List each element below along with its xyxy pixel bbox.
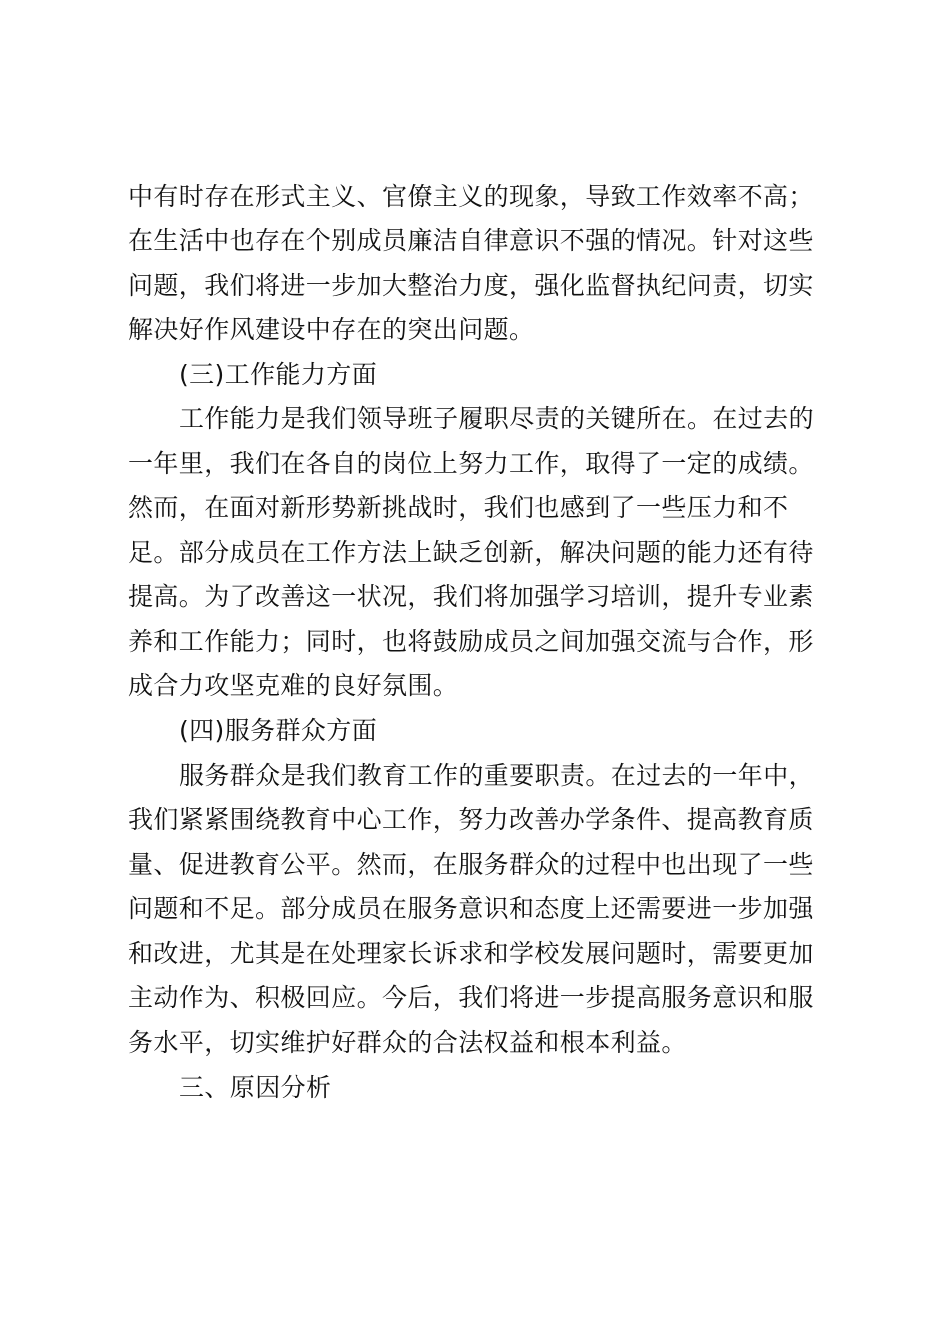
body-text-line: 问题，我们将进一步加大整治力度，强化监督执纪问责，切实 <box>128 271 814 300</box>
body-text-line: 我们紧紧围绕教育中心工作，努力改善办学条件、提高教育质 <box>128 805 814 834</box>
body-text-line: 成合力攻坚克难的良好氛围。 <box>128 671 459 700</box>
body-text-line: 提高。为了改善这一状况，我们将加强学习培训，提升专业素 <box>128 582 814 611</box>
body-text-line: 在生活中也存在个别成员廉洁自律意识不强的情况。针对这些 <box>128 226 814 255</box>
body-text-line: 然而，在面对新形势新挑战时，我们也感到了一些压力和不 <box>128 493 789 522</box>
body-text-line: 和改进，尤其是在处理家长诉求和学校发展问题时，需要更加 <box>128 939 814 968</box>
section-heading-serving-masses: (四)服务群众方面 <box>179 716 378 745</box>
body-text-line: 足。部分成员在工作方法上缺乏创新，解决问题的能力还有待 <box>128 538 814 567</box>
body-text-line: 工作能力是我们领导班子履职尽责的关键所在。在过去的 <box>179 404 815 433</box>
body-text-line: 中有时存在形式主义、官僚主义的现象，导致工作效率不高； <box>128 182 814 211</box>
body-text-line: 量、促进教育公平。然而，在服务群众的过程中也出现了一些 <box>128 850 814 879</box>
body-text-line: 服务群众是我们教育工作的重要职责。在过去的一年中， <box>179 761 815 790</box>
section-heading-cause-analysis: 三、原因分析 <box>179 1073 332 1102</box>
body-text-line: 主动作为、积极回应。今后，我们将进一步提高服务意识和服 <box>128 983 814 1012</box>
body-text-line: 一年里，我们在各自的岗位上努力工作，取得了一定的成绩。 <box>128 449 814 478</box>
body-text-line: 养和工作能力；同时，也将鼓励成员之间加强交流与合作，形 <box>128 627 814 656</box>
body-text-line: 问题和不足。部分成员在服务意识和态度上还需要进一步加强 <box>128 894 814 923</box>
section-heading-work-ability: (三)工作能力方面 <box>179 360 378 389</box>
body-text-line: 解决好作风建设中存在的突出问题。 <box>128 315 535 344</box>
body-text-line: 务水平，切实维护好群众的合法权益和根本利益。 <box>128 1028 687 1057</box>
